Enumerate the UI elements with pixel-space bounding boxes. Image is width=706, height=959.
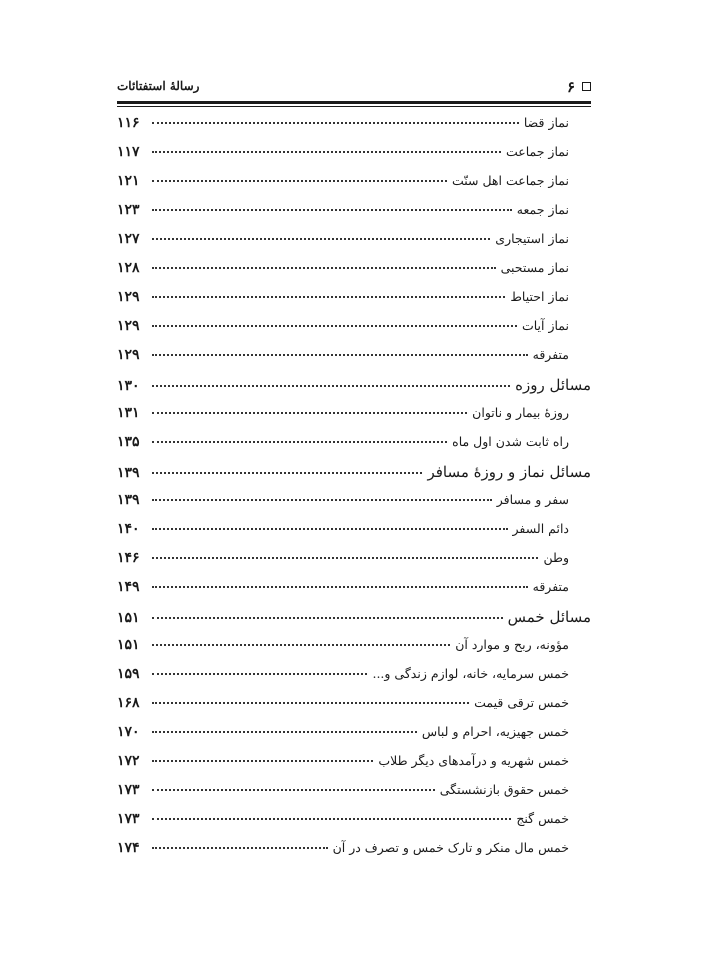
toc-entry-title: مسائل نماز و روزهٔ مسافر: [427, 463, 591, 481]
toc-entry-page: ۱۲۹: [117, 347, 140, 363]
toc-entry-page: ۱۴۹: [117, 579, 140, 595]
dot-leader: [152, 760, 373, 762]
toc-entry-page: ۱۵۱: [117, 637, 140, 653]
square-bullet-icon: [582, 82, 591, 91]
dot-leader: [152, 472, 422, 474]
dot-leader: [152, 151, 501, 153]
toc-entry: [117, 550, 591, 579]
toc-section-entry: [117, 463, 591, 492]
toc-entry: [117, 666, 591, 695]
toc-entry-title: راه ثابت شدن اول ماه: [452, 434, 569, 449]
toc-entry-title: خمس حقوق بازنشستگی: [439, 782, 569, 797]
running-title: رسالهٔ استفتائات: [117, 79, 200, 93]
toc-entry: [117, 579, 591, 608]
toc-entry: [117, 724, 591, 753]
toc-entry: [117, 521, 591, 550]
toc-entry: [117, 347, 591, 376]
toc-entry-page: ۱۴۰: [117, 521, 140, 537]
toc-entry-title: خمس شهریه و درآمدهای دیگر طلاب: [378, 753, 569, 768]
dot-leader: [152, 441, 447, 443]
toc-entry-page: ۱۷۳: [117, 811, 140, 827]
toc-entry-page: ۱۳۰: [117, 378, 140, 394]
toc-entry-title: سفر و مسافر: [496, 492, 569, 507]
toc-section-entry: [117, 376, 591, 405]
dot-leader: [152, 238, 490, 240]
dot-leader: [152, 673, 367, 675]
toc-entry-title: نماز جمعه: [516, 202, 569, 217]
toc-entry: [117, 144, 591, 173]
header-rule-thin: [117, 106, 591, 107]
table-of-contents: [117, 115, 591, 869]
toc-entry-title: خمس مال منکر و تارک خمس و تصرف در آن: [332, 840, 569, 855]
toc-entry-title: دائم السفر: [512, 521, 569, 536]
toc-entry-title: متفرقه: [532, 347, 569, 362]
toc-entry-title: نماز قضا: [523, 115, 569, 130]
toc-entry-title: خمس جهیزیه، احرام و لباس: [421, 724, 569, 739]
toc-entry-title: نماز استیجاری: [495, 231, 569, 246]
dot-leader: [152, 789, 435, 791]
toc-entry-page: ۱۷۰: [117, 724, 140, 740]
toc-entry-page: ۱۵۱: [117, 610, 140, 626]
toc-entry: [117, 782, 591, 811]
toc-entry-page: ۱۳۵: [117, 434, 140, 450]
dot-leader: [152, 847, 328, 849]
toc-entry-page: ۱۴۶: [117, 550, 140, 566]
dot-leader: [152, 385, 510, 387]
toc-entry-title: خمس سرمایه، خانه، لوازم زندگی و...: [372, 666, 569, 681]
toc-entry: [117, 753, 591, 782]
toc-entry: [117, 289, 591, 318]
dot-leader: [152, 209, 512, 211]
toc-entry-page: ۱۲۷: [117, 231, 140, 247]
toc-entry-page: ۱۱۷: [117, 144, 140, 160]
dot-leader: [152, 818, 511, 820]
toc-entry-page: ۱۲۹: [117, 318, 140, 334]
toc-section-entry: [117, 608, 591, 637]
toc-entry-title: نماز آیات: [521, 318, 569, 333]
toc-entry-page: ۱۳۹: [117, 465, 140, 481]
toc-entry-title: نماز جماعت اهل سنّت: [451, 173, 569, 188]
toc-entry: [117, 231, 591, 260]
dot-leader: [152, 644, 450, 646]
toc-entry-page: ۱۲۹: [117, 289, 140, 305]
toc-entry-title: مسائل روزه: [515, 376, 591, 394]
toc-entry-title: وطن: [543, 550, 569, 565]
toc-entry-page: ۱۲۸: [117, 260, 140, 276]
toc-entry-page: ۱۷۲: [117, 753, 140, 769]
toc-entry: [117, 202, 591, 231]
toc-entry-title: خمس گنج: [516, 811, 569, 826]
dot-leader: [152, 412, 467, 414]
toc-entry-title: مؤونه، ربح و موارد آن: [455, 637, 569, 652]
dot-leader: [152, 528, 508, 530]
toc-entry-page: ۱۱۶: [117, 115, 140, 131]
toc-entry-title: نماز جماعت: [505, 144, 569, 159]
toc-entry-page: ۱۲۱: [117, 173, 140, 189]
toc-entry-title: خمس ترقی قیمت: [474, 695, 569, 710]
toc-entry-page: ۱۶۸: [117, 695, 140, 711]
toc-entry-title: روزهٔ بیمار و ناتوان: [472, 405, 569, 420]
toc-entry-title: نماز احتیاط: [510, 289, 569, 304]
toc-entry-page: ۱۷۴: [117, 840, 140, 856]
toc-entry-title: نماز مستحبی: [500, 260, 569, 275]
toc-entry-page: ۱۳۱: [117, 405, 140, 421]
toc-entry-page: ۱۳۹: [117, 492, 140, 508]
toc-entry: [117, 173, 591, 202]
toc-entry-title: متفرقه: [532, 579, 569, 594]
dot-leader: [152, 499, 492, 501]
toc-entry: [117, 811, 591, 840]
toc-entry: [117, 318, 591, 347]
page-number: ۶: [566, 78, 575, 96]
toc-entry: [117, 260, 591, 289]
page-header: [117, 78, 591, 98]
dot-leader: [152, 731, 417, 733]
dot-leader: [152, 702, 469, 704]
dot-leader: [152, 267, 496, 269]
toc-entry: [117, 492, 591, 521]
header-rule-thick: [117, 101, 591, 104]
toc-entry: [117, 115, 591, 144]
toc-entry-page: ۱۵۹: [117, 666, 140, 682]
toc-entry: [117, 405, 591, 434]
toc-entry-title: مسائل خمس: [507, 608, 591, 626]
dot-leader: [152, 354, 528, 356]
dot-leader: [152, 586, 528, 588]
dot-leader: [152, 617, 503, 619]
dot-leader: [152, 557, 538, 559]
toc-entry: [117, 695, 591, 724]
toc-entry: [117, 434, 591, 463]
dot-leader: [152, 180, 447, 182]
dot-leader: [152, 325, 517, 327]
dot-leader: [152, 122, 519, 124]
toc-entry-page: ۱۲۳: [117, 202, 140, 218]
toc-entry: [117, 637, 591, 666]
toc-entry: [117, 840, 591, 869]
dot-leader: [152, 296, 505, 298]
toc-entry-page: ۱۷۳: [117, 782, 140, 798]
